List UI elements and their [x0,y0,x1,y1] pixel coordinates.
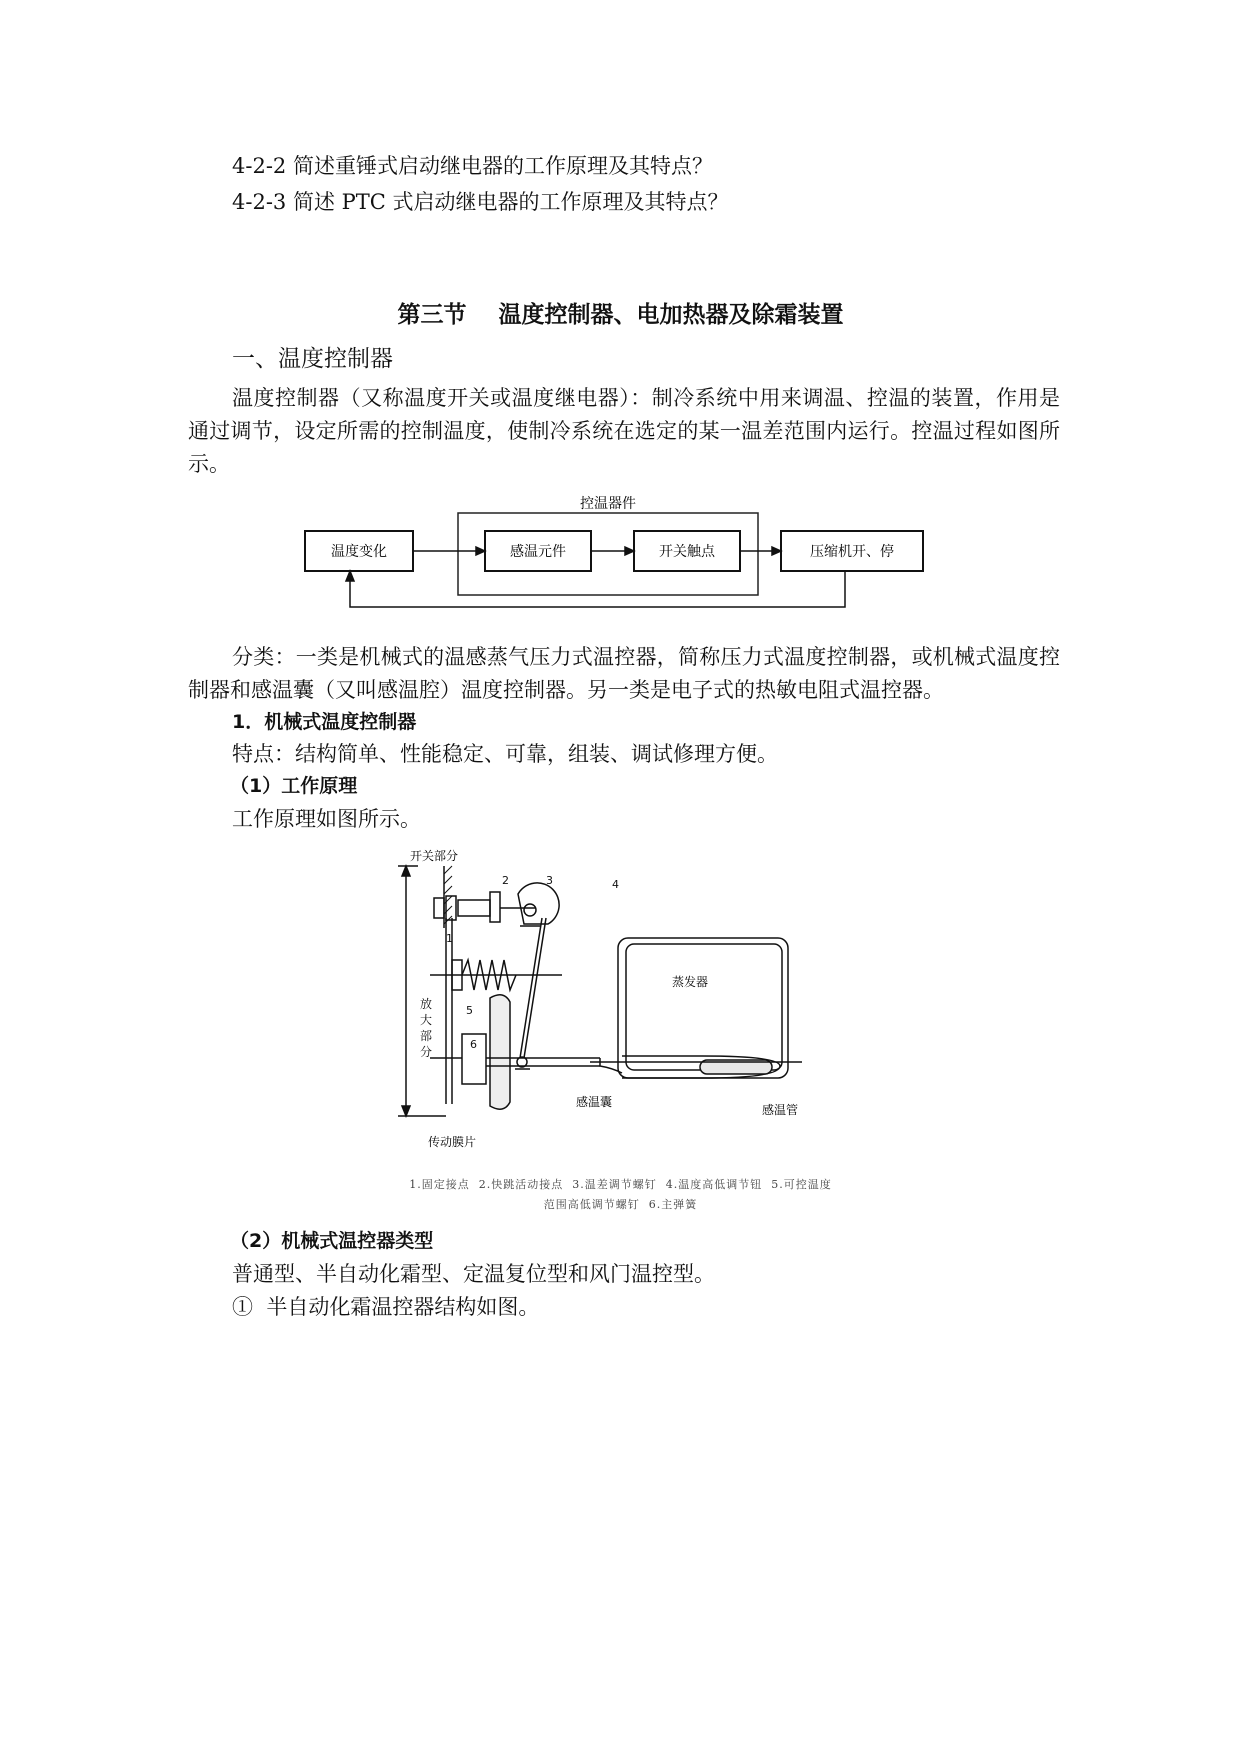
block-temperature-change-label: 温度变化 [331,544,387,560]
item-1-line: ① 半自动化霜温控器结构如图。 [232,1295,540,1319]
label-bellows: 感温囊 [576,1095,613,1109]
question-4-2-2: 4-2-2 简述重锤式启动继电器的工作原理及其特点？ [232,154,713,178]
label-diaphragm: 传动膜片 [428,1135,477,1149]
control-device-group-label: 控温器件 [580,496,636,512]
part-number-6: 6 [470,1038,477,1051]
svg-text:分: 分 [420,1045,433,1059]
section-title: 第三节 温度控制器、电加热器及除霜装置 [397,302,844,328]
figure-caption-line-2: 范围高低调节螺钉 6.主弹簧 [543,1198,698,1211]
part-number-4: 4 [612,878,619,891]
heading-mechanical-types: （2）机械式温控器类型 [230,1230,434,1252]
block-sensing-element-label: 感温元件 [510,544,566,560]
svg-text:部: 部 [420,1029,433,1043]
principle-line: 工作原理如图所示。 [232,807,421,831]
label-sensing-tube: 感温管 [762,1103,799,1117]
amplify-part-label [420,997,432,1059]
part-number-3: 3 [546,874,553,887]
part-number-2: 2 [502,874,509,887]
heading-working-principle: （1）工作原理 [230,775,358,797]
classification-paragraph: 分类：一类是机械式的温感蒸气压力式温控器，简称压力式温度控制器，或机械式温度控制器和感温囊（又叫感温腔）温度控制器。另一类是电子式的热敏电阻式温控器。 [188,645,1060,702]
types-line: 普通型、半自动化霜型、定温复位型和风门温控型。 [232,1262,715,1286]
mechanism-diagram [390,848,910,1158]
part-number-1: 1 [446,932,453,945]
heading-mechanical-controller: 1．机械式温度控制器 [232,711,417,733]
part-number-5: 5 [466,1004,473,1017]
heading-temperature-controller: 一、温度控制器 [232,346,393,372]
svg-text:大: 大 [420,1013,433,1027]
control-process-diagram [0,495,1241,645]
label-evaporator: 蒸发器 [672,975,709,989]
block-switch-contact-label: 开关触点 [659,544,715,560]
question-4-2-3: 4-2-3 简述 PTC 式启动继电器的工作原理及其特点？ [232,190,729,214]
svg-text:放: 放 [420,997,433,1011]
block-compressor-on-off-label: 压缩机开、停 [810,544,894,560]
intro-paragraph: 温度控制器（又称温度开关或温度继电器）：制冷系统中用来调温、控温的装置，作用是通过调节，设定所需的控制温度，使制冷系统在选定的某一温差范围内运行。控温过程如图所示。 [188,386,1060,476]
figure-caption-line-1: 1.固定接点 2.快跳活动接点 3.温差调节螺钉 4.温度高低调节钮 5.可控温度 [409,1178,832,1191]
features-line: 特点：结构简单、性能稳定、可靠，组装、调试修理方便。 [232,742,778,766]
label-switch-part: 开关部分 [410,849,459,863]
